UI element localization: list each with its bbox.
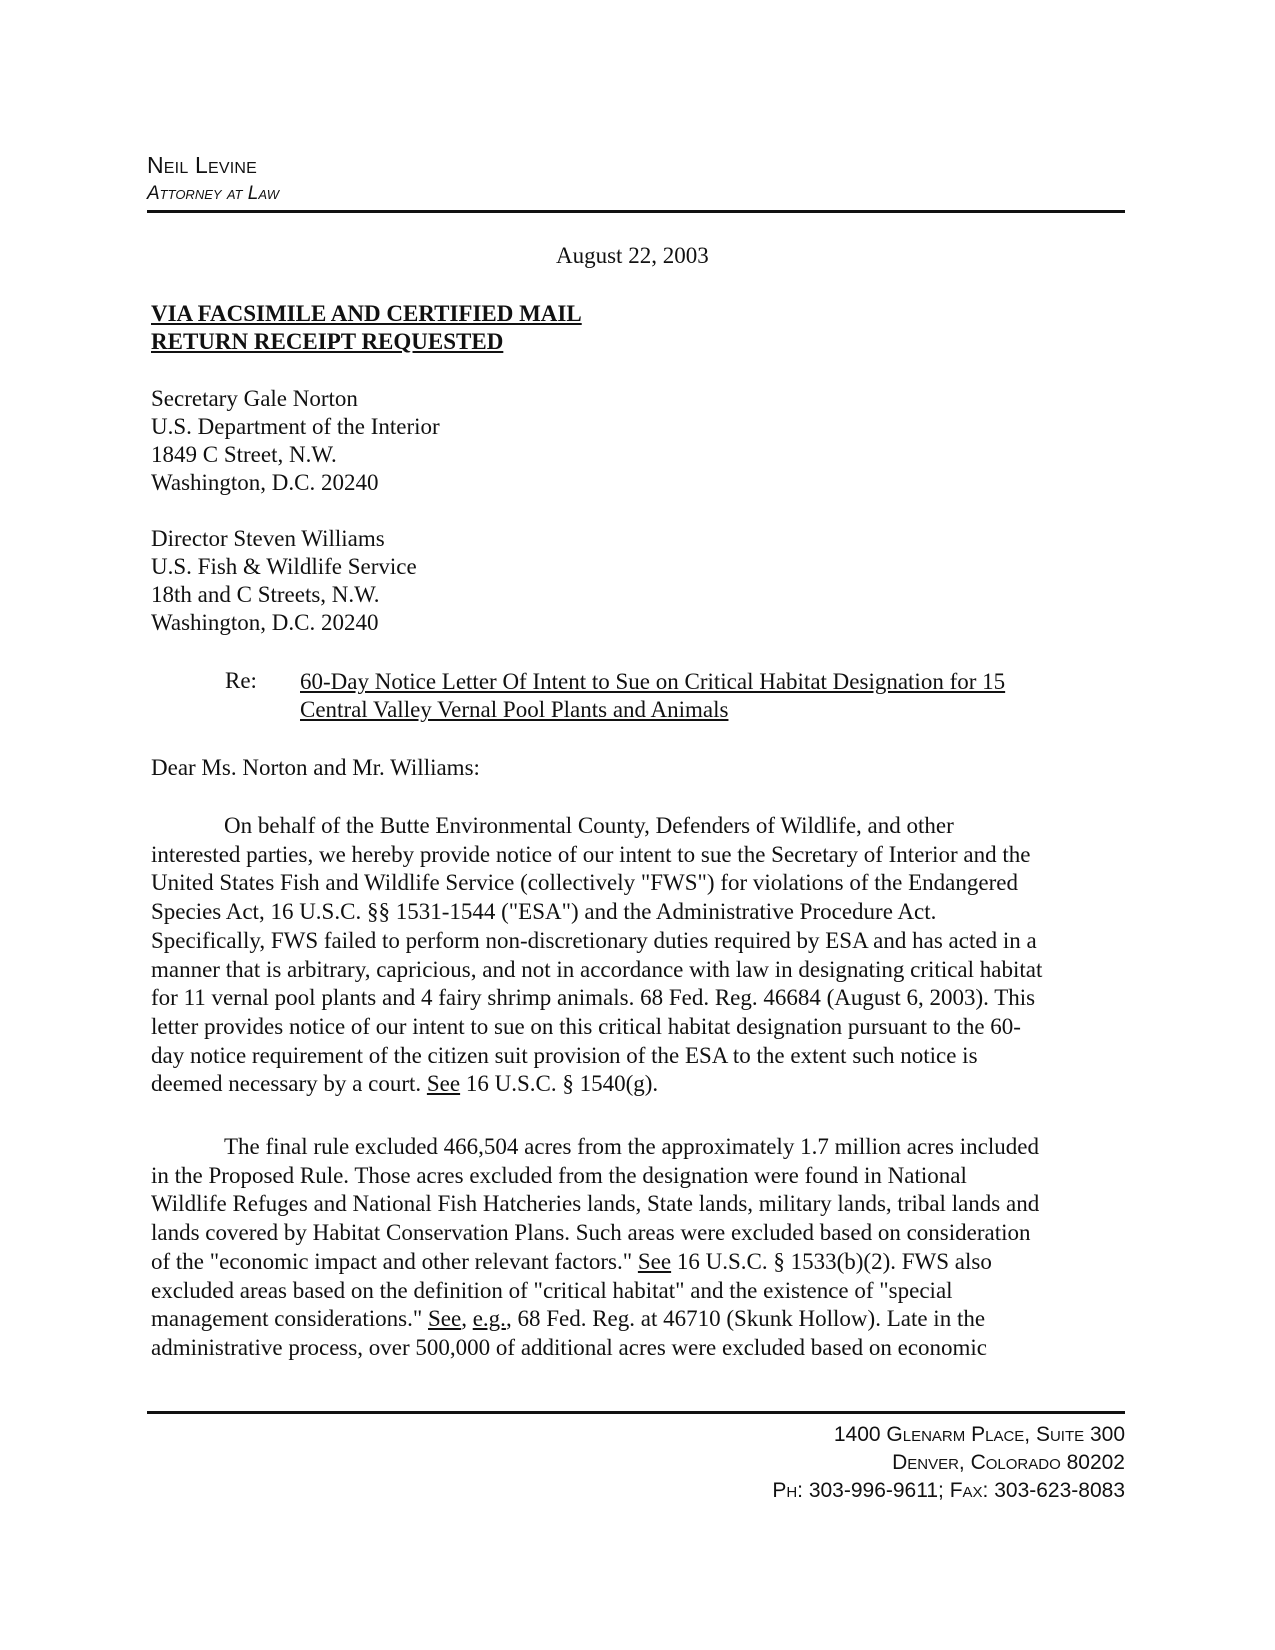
text-run: of the "economic impact and other relevant factors.": [151, 1248, 638, 1274]
recipient-address-2: [151, 525, 417, 637]
paragraph-line: administrative process, over 500,000 of additional acres were excluded based on economic: [151, 1334, 988, 1360]
paragraph-line: On behalf of the Butte Environmental County, Defenders of Wildlife, and other: [224, 813, 954, 838]
text-run: 16 U.S.C. § 1540(g).: [460, 1071, 659, 1097]
paragraph-line: day notice requirement of the citizen suit provision of the ESA to the extent such notice is: [151, 1042, 978, 1068]
footer-city: Denver, Colorado 80202: [892, 1451, 1125, 1474]
re-label: Re:: [225, 668, 257, 693]
recipient-org: U.S. Department of the Interior: [151, 414, 440, 439]
delivery-line-2: RETURN RECEIPT REQUESTED: [151, 329, 504, 354]
paragraph-line: excluded areas based on the definition of "critical habitat" and the existence of "special: [151, 1277, 953, 1303]
paragraph-line: [151, 1305, 1039, 1334]
footer-divider: [147, 1411, 1125, 1414]
paragraph-line: letter provides notice of our intent to sue on this critical habitat designation pursuant to the 60-: [151, 1013, 1021, 1039]
re-subject-line-2: Central Valley Vernal Pool Plants and Animals: [300, 697, 729, 722]
text-run: , 68 Fed. Reg. at 46710 (Skunk Hollow). Late in the: [505, 1306, 986, 1332]
body-paragraph-2: [151, 1133, 1039, 1363]
paragraph-line: for 11 vernal pool plants and 4 fairy shrimp animals. 68 Fed. Reg. 46684 (August 6, 2003). This: [151, 985, 1036, 1011]
letterhead-name: Neil Levine: [147, 152, 258, 178]
letter-date: August 22, 2003: [556, 243, 709, 268]
recipient-org: U.S. Fish & Wildlife Service: [151, 554, 417, 579]
citation-signal: See: [428, 1306, 462, 1332]
re-subject-line-1: 60-Day Notice Letter Of Intent to Sue on Critical Habitat Designation for 15: [300, 669, 1006, 694]
recipient-city: Washington, D.C. 20240: [151, 470, 379, 495]
paragraph-line: United States Fish and Wildlife Service (collectively "FWS") for violations of the Endangered: [151, 870, 1018, 896]
text-run: deemed necessary by a court.: [151, 1071, 427, 1097]
paragraph-line: Wildlife Refuges and National Fish Hatcheries lands, State lands, military lands, tribal lands and: [151, 1191, 1040, 1217]
paragraph-line: [151, 1070, 1042, 1099]
paragraph-line: Specifically, FWS failed to perform non-discretionary duties required by ESA and has acted in a: [151, 927, 1037, 953]
salutation: Dear Ms. Norton and Mr. Williams:: [151, 755, 480, 780]
footer-street: 1400 Glenarm Place, Suite 300: [833, 1423, 1125, 1446]
paragraph-line: interested parties, we hereby provide notice of our intent to sue the Secretary of Interior and the: [151, 841, 1031, 867]
text-run: 16 U.S.C. § 1533(b)(2). FWS also: [671, 1248, 992, 1274]
letterhead-title: Attorney at Law: [147, 183, 280, 204]
paragraph-line: lands covered by Habitat Conservation Plans. Such areas were excluded based on consideration: [151, 1220, 1031, 1246]
delivery-line-1: VIA FACSIMILE AND CERTIFIED MAIL: [151, 301, 582, 326]
paragraph-line: The final rule excluded 466,504 acres from the approximately 1.7 million acres included: [224, 1134, 1039, 1159]
footer-phone-fax: Ph: 303-996-9611; Fax: 303-623-8083: [772, 1479, 1125, 1502]
citation-signal: See: [426, 1071, 461, 1097]
recipient-street: 1849 C Street, N.W.: [151, 442, 337, 467]
letterhead-divider: [147, 210, 1125, 213]
text-run: ,: [461, 1306, 473, 1332]
citation-signal: e.g.: [472, 1306, 506, 1332]
body-paragraph-1: [151, 812, 1042, 1099]
delivery-method: [151, 300, 582, 356]
paragraph-line: [151, 1248, 1039, 1277]
citation-signal: See: [637, 1248, 672, 1274]
re-subject: [300, 668, 1005, 724]
recipient-street: 18th and C Streets, N.W.: [151, 582, 380, 607]
paragraph-line: Species Act, 16 U.S.C. §§ 1531-1544 ("ESA") and the Administrative Procedure Act.: [151, 899, 937, 925]
paragraph-line: in the Proposed Rule. Those acres excluded from the designation were found in National: [151, 1162, 967, 1188]
footer-address: [772, 1421, 1125, 1505]
paragraph-line: manner that is arbitrary, capricious, and not in accordance with law in designating critical habitat: [151, 956, 1043, 982]
recipient-city: Washington, D.C. 20240: [151, 610, 379, 635]
text-run: management considerations.": [151, 1306, 428, 1332]
recipient-address-1: [151, 385, 440, 497]
recipient-name: Director Steven Williams: [151, 526, 385, 551]
recipient-name: Secretary Gale Norton: [151, 386, 358, 411]
